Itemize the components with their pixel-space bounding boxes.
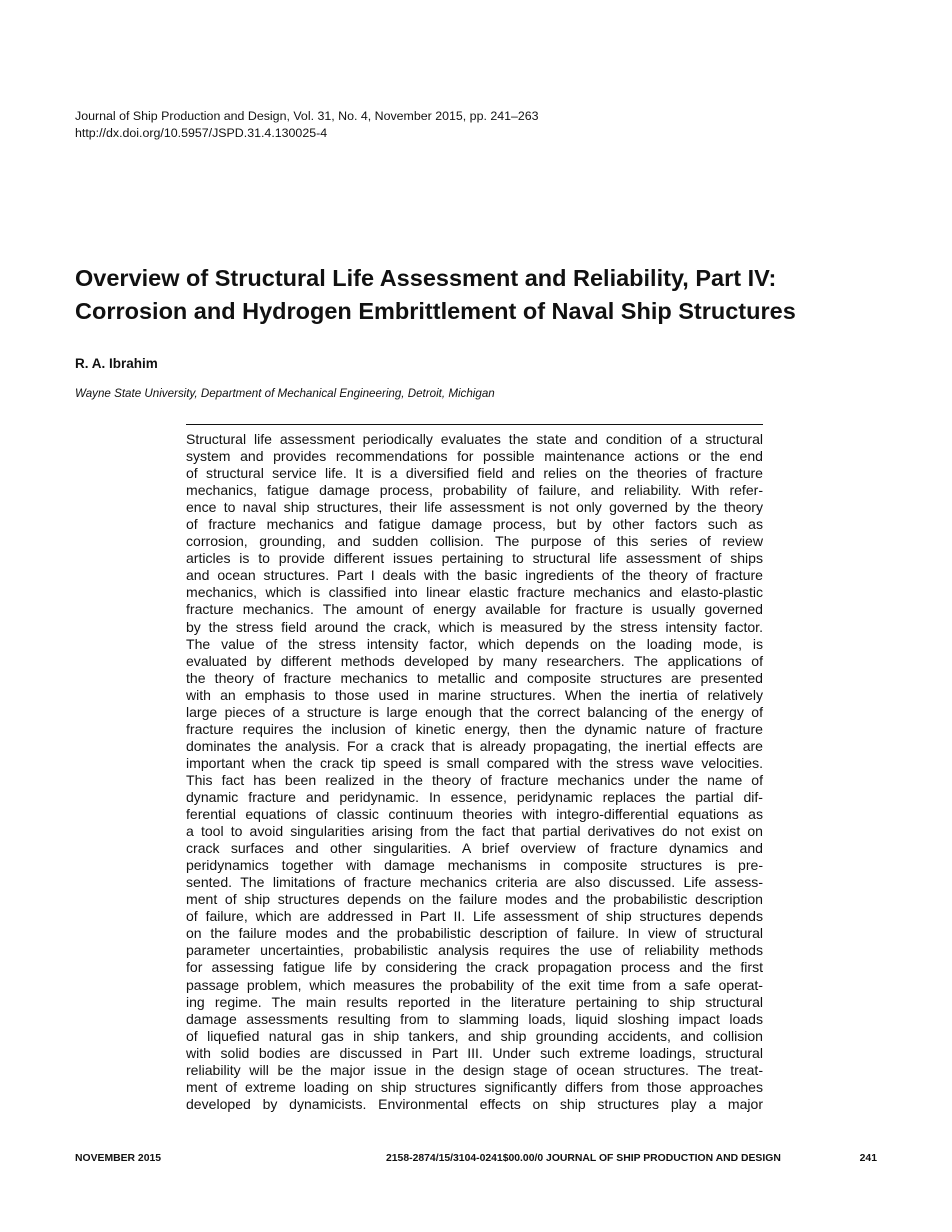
- title-line: Corrosion and Hydrogen Embrittlement of Naval Ship Structures: [75, 298, 796, 324]
- abstract-line: damage assessments resulting from to slamming loads, liquid sloshing impact loads: [186, 1010, 763, 1027]
- abstract-line: crack surfaces and other singularities. A brief overview of fracture dynamics and: [186, 840, 763, 857]
- abstract-line: of fracture mechanics and fatigue damage process, but by other factors such as: [186, 516, 763, 533]
- title-line: Overview of Structural Life Assessment and Reliability, Part IV:: [75, 265, 777, 291]
- abstract-line: passage problem, which measures the probability of the exit time from a safe operat-: [186, 976, 763, 993]
- abstract-line: peridynamics together with damage mechanisms in composite structures is pre-: [186, 857, 763, 874]
- abstract-line: by the stress field around the crack, which is measured by the stress intensity factor.: [186, 618, 763, 635]
- abstract-line: The value of the stress intensity factor, which depends on the loading mode, is: [186, 635, 763, 652]
- abstract-line: corrosion, grounding, and sudden collision. The purpose of this series of review: [186, 533, 763, 550]
- article-title: [75, 262, 875, 328]
- abstract-line: fracture mechanics. The amount of energy available for fracture is usually governed: [186, 601, 763, 618]
- abstract-line: large pieces of a structure is large enough that the correct balancing of the energy of: [186, 703, 763, 720]
- abstract-line: This fact has been realized in the theory of fracture mechanics under the name of: [186, 771, 763, 788]
- abstract-line: with an emphasis to those used in marine structures. When the inertia of relatively: [186, 686, 763, 703]
- abstract-line: of structural service life. It is a diversified field and relies on the theories of fracture: [186, 465, 763, 482]
- abstract-line: mechanics, which is classified into linear elastic fracture mechanics and elasto-plastic: [186, 584, 763, 601]
- abstract-line: and ocean structures. Part I deals with the basic ingredients of the theory of fracture: [186, 567, 763, 584]
- abstract-line: ferential equations of classic continuum theories with integro-differential equations as: [186, 806, 763, 823]
- doi-link[interactable]: http://dx.doi.org/10.5957/JSPD.31.4.130025-4: [75, 126, 328, 140]
- abstract-line: of liquefied natural gas in ship tankers, and ship grounding accidents, and collision: [186, 1027, 763, 1044]
- journal-citation: Journal of Ship Production and Design, Vol. 31, No. 4, November 2015, pp. 241–263: [75, 109, 539, 123]
- abstract-line: with solid bodies are discussed in Part III. Under such extreme loadings, structural: [186, 1044, 763, 1061]
- abstract-line: ment of extreme loading on ship structures significantly differs from those approaches: [186, 1078, 763, 1095]
- author-name: R. A. Ibrahim: [75, 356, 158, 371]
- abstract-line: ence to naval ship structures, their life assessment is not only governed by the theory: [186, 499, 763, 516]
- abstract-divider: [186, 424, 763, 425]
- abstract-line: dominates the analysis. For a crack that is already propagating, the inertial effects are: [186, 737, 763, 754]
- footer-issn-journal: 2158-2874/15/3104-0241$00.00/0 JOURNAL OF SHIP PRODUCTION AND DESIGN: [386, 1153, 781, 1164]
- abstract-line: the theory of fracture mechanics to metallic and composite structures are presented: [186, 669, 763, 686]
- abstract-line: for assessing fatigue life by considering the crack propagation process and the first: [186, 959, 763, 976]
- abstract-line: important when the crack tip speed is small compared with the stress wave velocities.: [186, 754, 763, 771]
- abstract-line: of failure, which are addressed in Part II. Life assessment of ship structures depends: [186, 908, 763, 925]
- abstract-line: fracture requires the inclusion of kinetic energy, then the dynamic nature of fracture: [186, 720, 763, 737]
- page-number: 241: [859, 1153, 877, 1164]
- journal-header: [75, 108, 539, 142]
- abstract-line: articles is to provide different issues pertaining to structural life assessment of ships: [186, 550, 763, 567]
- abstract-line: ment of ship structures depends on the failure modes and the probabilistic description: [186, 891, 763, 908]
- abstract-line: sented. The limitations of fracture mechanics criteria are also discussed. Life assess-: [186, 874, 763, 891]
- abstract-line: a tool to avoid singularities arising from the fact that partial derivatives do not exist on: [186, 823, 763, 840]
- abstract: [186, 431, 763, 1113]
- abstract-line: dynamic fracture and peridynamic. In essence, peridynamic replaces the partial dif-: [186, 788, 763, 805]
- footer-date: NOVEMBER 2015: [75, 1153, 162, 1164]
- abstract-line: Structural life assessment periodically evaluates the state and condition of a structural: [186, 431, 763, 447]
- author-affiliation: Wayne State University, Department of Mechanical Engineering, Detroit, Michigan: [75, 387, 495, 400]
- abstract-line: mechanics, fatigue damage process, probability of failure, and reliability. With refer-: [186, 482, 763, 499]
- abstract-line: reliability will be the major issue in the design stage of ocean structures. The treat-: [186, 1061, 763, 1078]
- abstract-line: system and provides recommendations for possible maintenance actions or the end: [186, 448, 763, 465]
- abstract-line: parameter uncertainties, probabilistic analysis requires the use of reliability methods: [186, 942, 763, 959]
- abstract-line: evaluated by different methods developed by many researchers. The applications of: [186, 652, 763, 669]
- abstract-line: developed by dynamicists. Environmental effects on ship structures play a major: [186, 1095, 763, 1112]
- abstract-line: on the failure modes and the probabilistic description of failure. In view of structural: [186, 925, 763, 942]
- abstract-line: ing regime. The main results reported in the literature pertaining to ship structural: [186, 993, 763, 1010]
- page-footer: [75, 1153, 877, 1167]
